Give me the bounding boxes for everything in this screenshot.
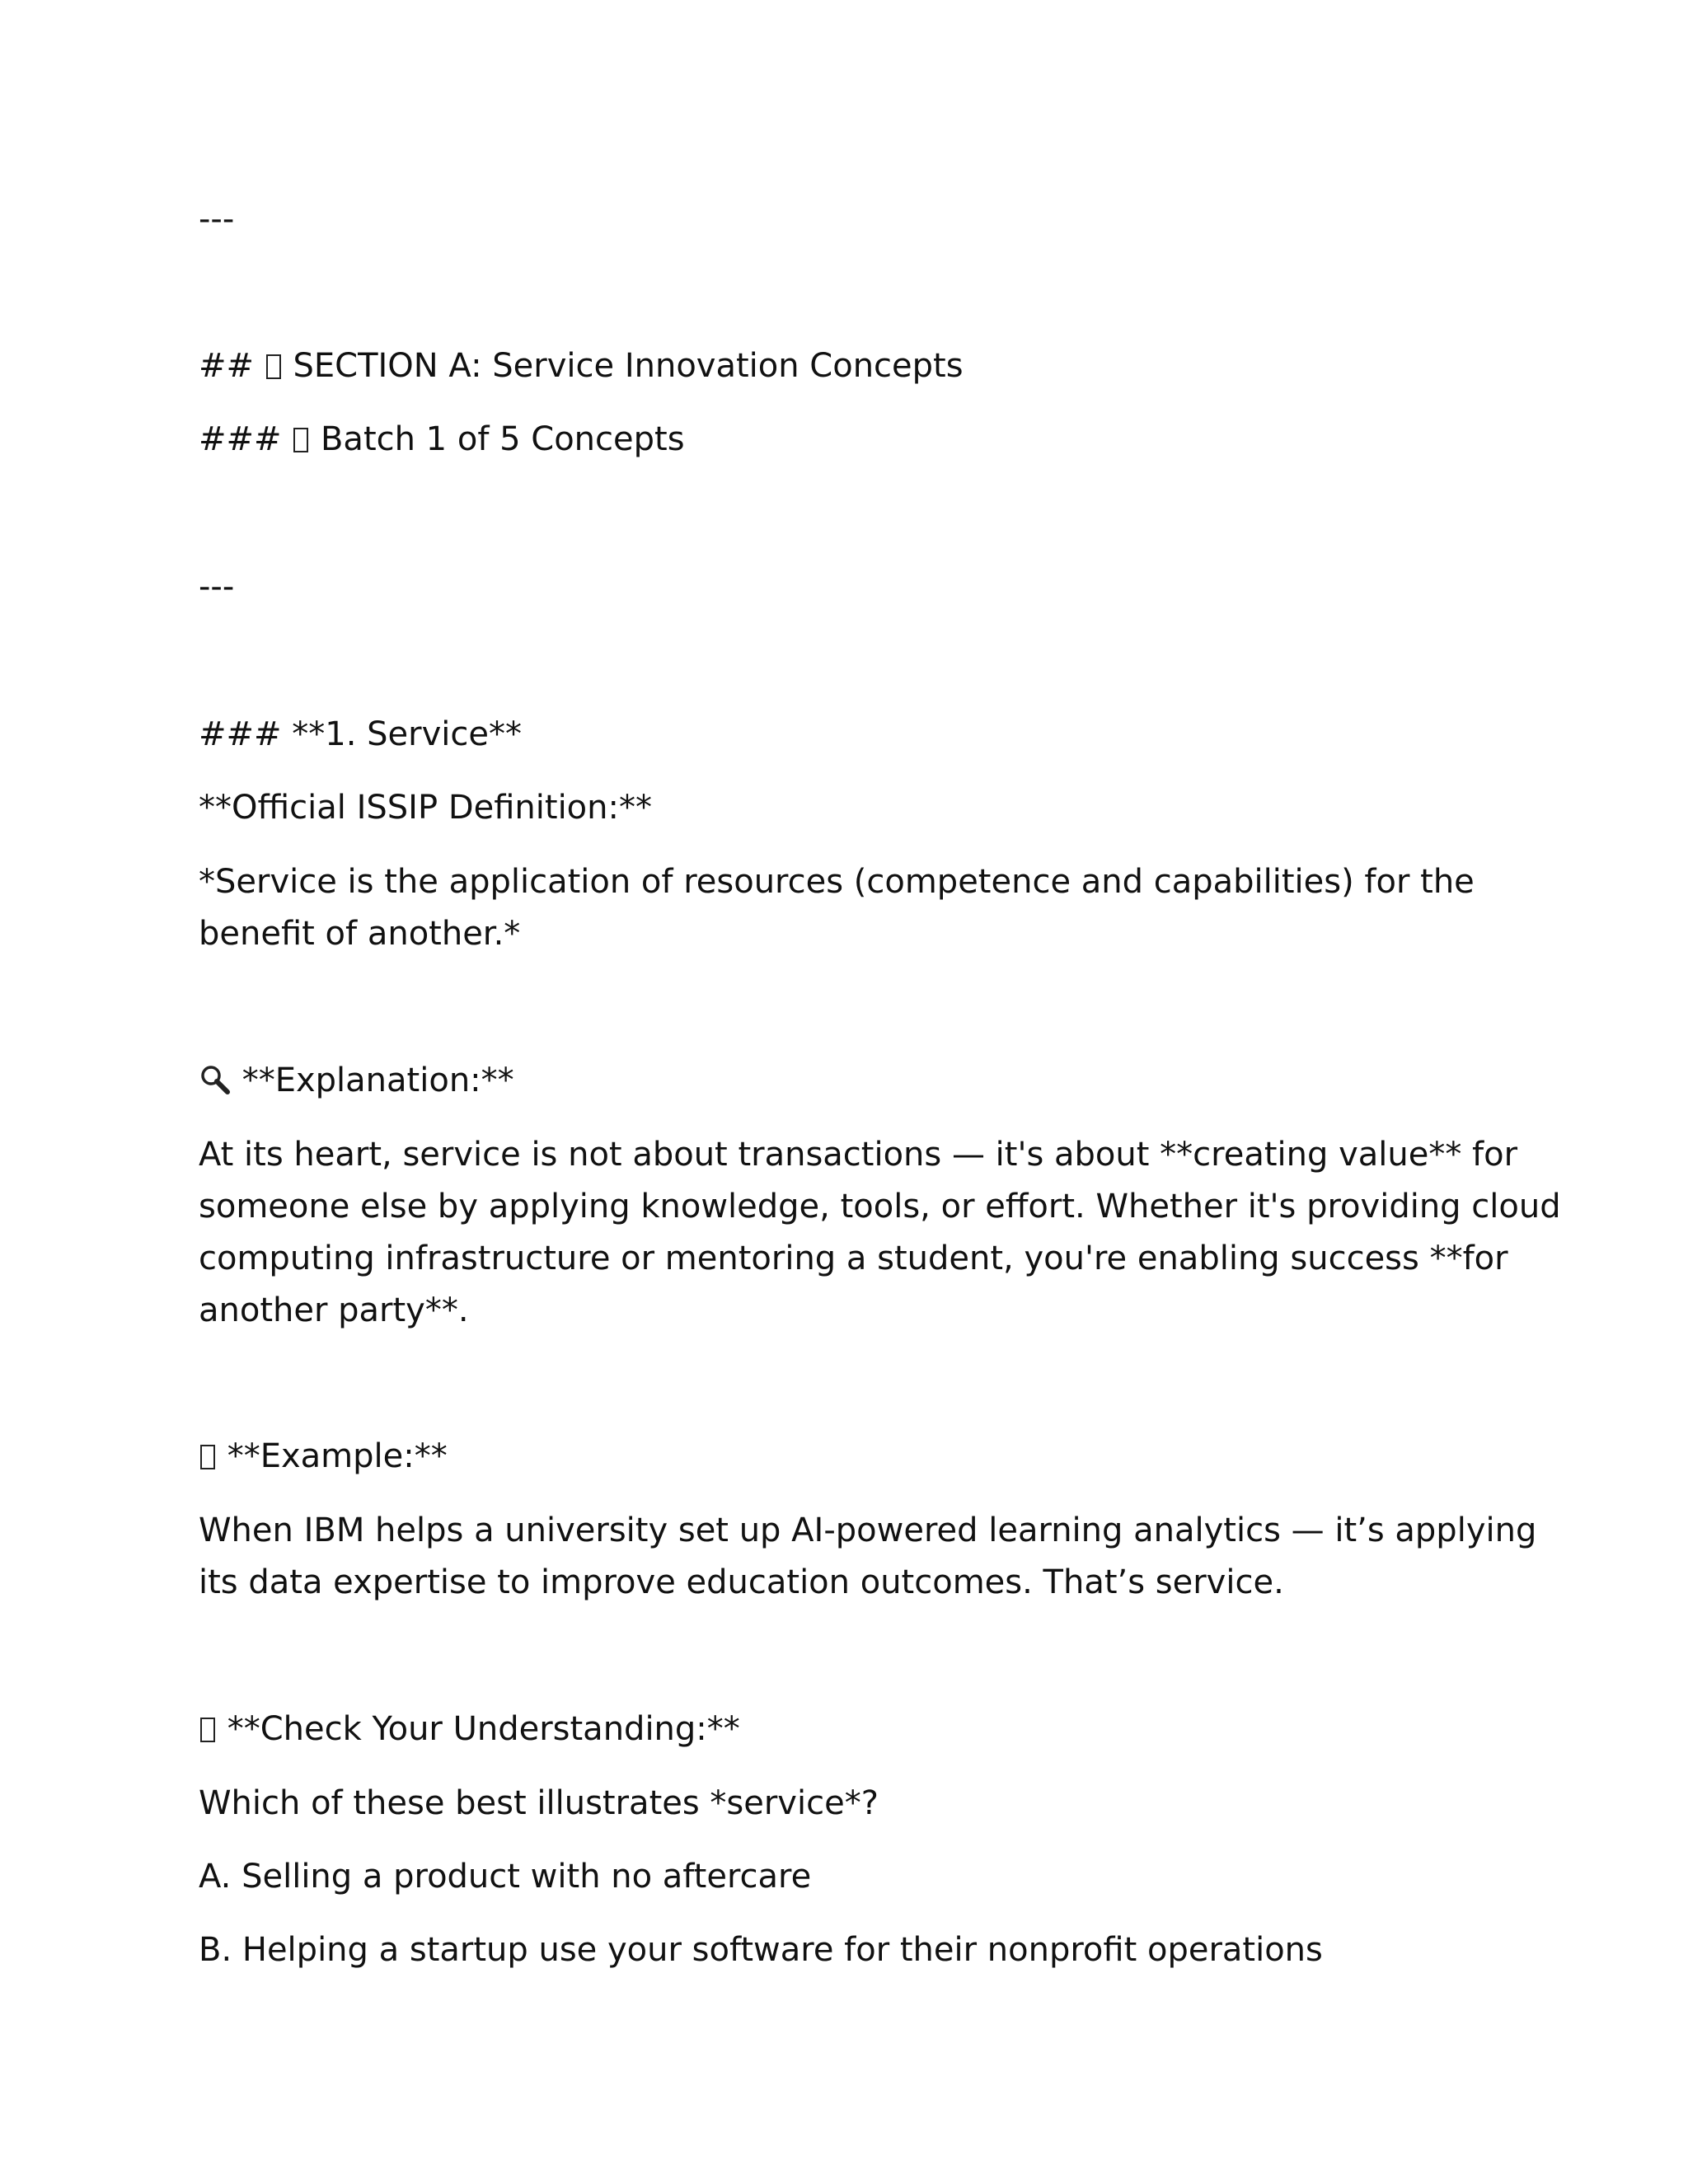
definition-text <box>199 856 1501 960</box>
explanation-line: another party**. <box>199 1291 469 1329</box>
explanation-text <box>199 1129 1561 1337</box>
batch-heading-prefix: ### <box>199 420 282 458</box>
check-label-line <box>199 1704 1501 1755</box>
definition-line: benefit of another.* <box>199 915 521 953</box>
horizontal-rule-markdown-2: --- <box>199 568 235 606</box>
concept-heading: ### **1. Service** <box>199 715 522 753</box>
example-line: When IBM helps a university set up AI-powered learning analytics — it’s applying <box>199 1511 1537 1549</box>
batch-heading <box>199 414 1501 466</box>
horizontal-rule-markdown: --- <box>199 200 235 238</box>
missing-glyph-icon <box>200 1718 215 1742</box>
magnifying-glass-icon <box>199 1063 232 1096</box>
explanation-line: someone else by applying knowledge, tools, or effort. Whether it's providing cloud <box>199 1188 1561 1226</box>
missing-glyph-icon <box>293 428 308 452</box>
batch-heading-title: Batch 1 of 5 Concepts <box>320 420 685 458</box>
definition-line: *Service is the application of resources (competence and capabilities) for the <box>199 863 1475 901</box>
explanation-label-line <box>199 1055 1501 1107</box>
explanation-label: **Explanation:** <box>241 1062 514 1099</box>
example-label-line <box>199 1431 1501 1483</box>
missing-glyph-icon <box>200 1445 215 1469</box>
missing-glyph-icon <box>266 354 281 379</box>
section-heading <box>199 340 1501 392</box>
definition-label: **Official ISSIP Definition:** <box>199 789 652 827</box>
option-b: B. Helping a startup use your software for their nonprofit operations <box>199 1931 1323 1969</box>
section-heading-prefix: ## <box>199 347 255 385</box>
question-text: Which of these best illustrates *service*? <box>199 1784 879 1822</box>
example-line: its data expertise to improve education outcomes. That’s service. <box>199 1563 1284 1601</box>
check-label: **Check Your Understanding:** <box>227 1710 740 1748</box>
example-text <box>199 1505 1537 1609</box>
section-heading-title: SECTION A: Service Innovation Concepts <box>293 347 964 385</box>
option-a: A. Selling a product with no aftercare <box>199 1858 812 1896</box>
example-label: **Example:** <box>227 1437 448 1475</box>
explanation-line: computing infrastructure or mentoring a student, you're enabling success **for <box>199 1240 1508 1277</box>
explanation-line: At its heart, service is not about transactions — it's about **creating value** for <box>199 1136 1518 1174</box>
